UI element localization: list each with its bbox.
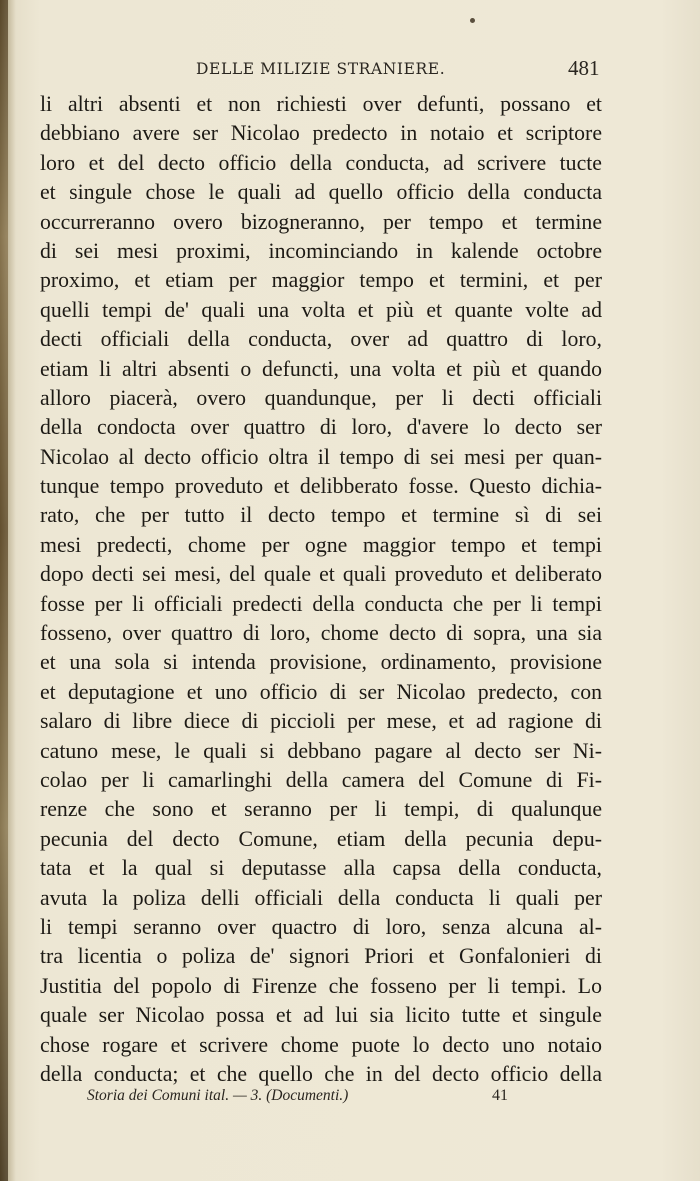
text-line: li tempi seranno over quactro di loro, senza alcuna al- [40,914,602,939]
text-line: fosseno, over quattro di loro, chome decto di sopra, una sia [40,621,602,646]
text-line: tra licentia o poliza de' signori Priori et Gonfalonieri di [40,944,602,969]
text-line: Nicolao al decto officio oltra il tempo di sei mesi per quan- [40,444,602,469]
text-line: et una sola si intenda provisione, ordinamento, provisione [40,650,602,675]
text-line: rato, che per tutto il decto tempo et termine sì di sei [40,503,602,528]
text-line: decti officiali della conducta, over ad quattro di loro, [40,327,602,352]
text-line: della conducta; et che quello che in del decto officio della [40,1061,602,1086]
text-line: Justitia del popolo di Firenze che fosseno per li tempi. Lo [40,973,602,998]
text-line: li altri absenti et non richiesti over defunti, possano et [40,92,602,116]
text-line: fosse per li officiali predecti della conducta che per li tempi [40,591,602,616]
signature-mark-title: Storia dei Comuni ital. — 3. (Documenti.) [87,1087,349,1104]
body-text [40,90,602,1089]
text-line: pecunia del decto Comune, etiam della pecunia depu- [40,826,602,851]
text-line: della condocta over quattro di loro, d'avere lo decto ser [40,415,602,440]
text-line: etiam li altri absenti o defuncti, una volta et più et quando [40,356,602,381]
text-line: mesi predecti, chome per ogne maggior tempo et tempi [40,532,602,557]
text-line: avuta la poliza delli officiali della conducta li quali per [40,885,602,910]
text-line: occurreranno overo bizogneranno, per tempo et termine [40,209,602,234]
signature-mark-number: 41 [492,1087,508,1104]
page-number: 481 [568,56,600,80]
text-line: debbiano avere ser Nicolao predecto in notaio et scriptore [40,121,602,146]
text-line: quale ser Nicolao possa et ad lui sia licito tutte et singule [40,1003,602,1028]
text-line: di sei mesi proximi, incominciando in kalende octobre [40,238,602,263]
page-spine-edge [0,0,8,1181]
text-line: dopo decti sei mesi, del quale et quali proveduto et deliberato [40,562,602,587]
text-line: tunque tempo proveduto et delibberato fosse. Questo dichia- [40,474,602,499]
text-line: catuno mese, le quali si debbano pagare al decto ser Ni- [40,738,602,763]
text-line: et singule chose le quali ad quello officio della conducta [40,180,602,205]
ink-speck [470,18,475,23]
text-line: proximo, et etiam per maggior tempo et termini, et per [40,268,602,293]
text-line: alloro piacerà, overo quandunque, per li decti officiali [40,385,602,410]
text-line: quelli tempi de' quali una volta et più et quante volte ad [40,297,602,322]
text-line: tata et la qual si deputasse alla capsa della conducta, [40,856,602,881]
text-line: salaro di libre diece di piccioli per mese, et ad ragione di [40,709,602,734]
text-line: chose rogare et scrivere chome puote lo decto uno notaio [40,1032,602,1057]
text-line: colao per li camarlinghi della camera del Comune di Fi- [40,767,602,792]
running-head: DELLE MILIZIE STRANIERE. [196,60,446,78]
text-line: et deputagione et uno officio di ser Nicolao predecto, con [40,679,602,704]
text-line: renze che sono et seranno per li tempi, di qualunque [40,797,602,822]
text-line: loro et del decto officio della conducta, ad scrivere tucte [40,150,602,175]
